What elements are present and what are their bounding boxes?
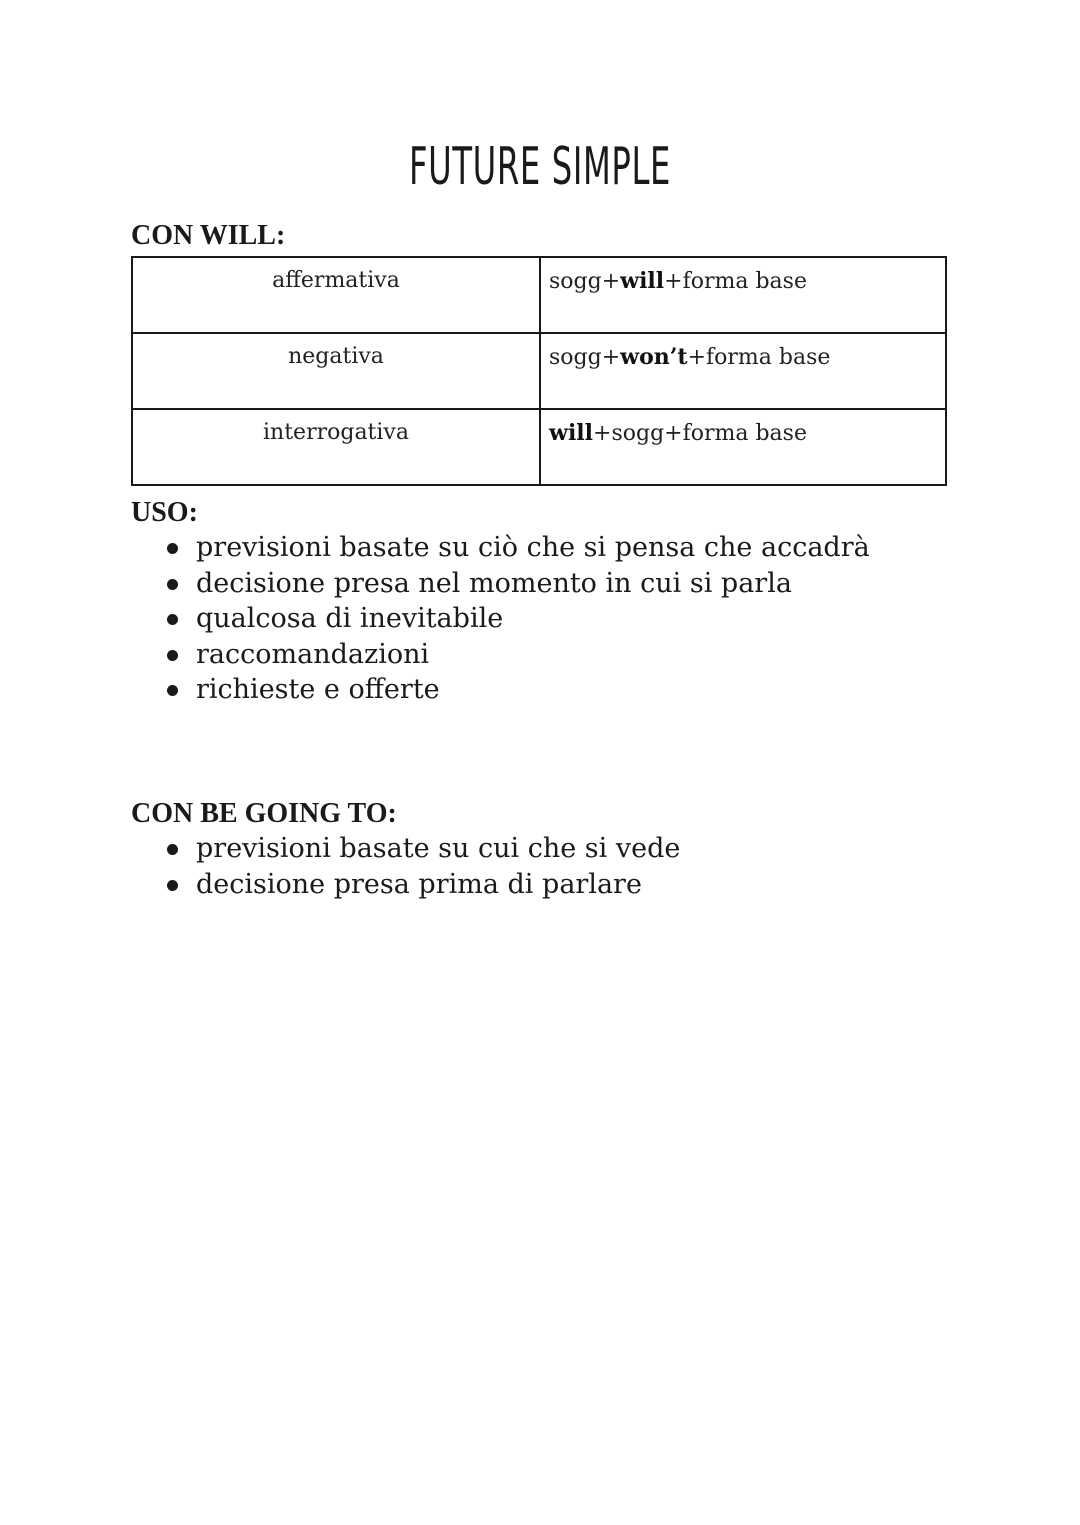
list-item — [165, 672, 870, 708]
bullet-icon — [167, 880, 178, 891]
table-row — [132, 257, 946, 333]
be-going-to-list — [165, 831, 680, 902]
bullet-icon — [167, 579, 178, 590]
verb-forms-table — [131, 256, 947, 486]
formula-suffix: +forma base — [664, 269, 807, 294]
formula-prefix: sogg+ — [549, 269, 621, 294]
list-item-text: previsioni basate su ciò che si pensa che accadrà — [196, 532, 870, 563]
section-heading-con-be-going-to: CON BE GOING TO: — [131, 798, 397, 829]
list-item-text: decisione presa prima di parlare — [196, 868, 642, 900]
uso-list — [165, 530, 870, 708]
list-item-text: raccomandazioni — [196, 638, 430, 670]
bullet-icon — [167, 543, 178, 554]
table-row — [132, 409, 946, 485]
bullet-icon — [167, 614, 178, 625]
list-item — [165, 831, 680, 867]
page-title: FUTURE SIMPLE — [408, 137, 672, 197]
formula-suffix: +sogg+forma base — [593, 421, 807, 446]
formula-prefix: sogg+ — [549, 345, 621, 370]
form-label: affermativa — [132, 257, 540, 333]
form-formula — [540, 257, 946, 333]
bullet-icon — [167, 650, 178, 661]
form-formula — [540, 409, 946, 485]
bullet-icon — [167, 844, 178, 855]
form-label: negativa — [132, 333, 540, 409]
list-item — [165, 867, 680, 903]
list-item-text: decisione presa nel momento in cui si parla — [196, 567, 792, 599]
formula-keyword: will — [549, 420, 594, 446]
list-item — [165, 637, 870, 673]
form-formula — [540, 333, 946, 409]
list-item — [165, 530, 870, 566]
form-label: interrogativa — [132, 409, 540, 485]
list-item-text: richieste e offerte — [196, 674, 440, 705]
bullet-icon — [167, 685, 178, 696]
list-item — [165, 601, 870, 637]
formula-keyword: will — [620, 268, 665, 294]
list-item-text: qualcosa di inevitabile — [196, 603, 504, 634]
list-item — [165, 566, 870, 602]
section-heading-con-will: CON WILL: — [131, 220, 286, 251]
section-heading-uso: USO: — [131, 497, 198, 528]
formula-keyword: won’t — [620, 344, 688, 370]
table-row — [132, 333, 946, 409]
formula-suffix: +forma base — [687, 345, 831, 370]
list-item-text: previsioni basate su cui che si vede — [196, 833, 681, 864]
